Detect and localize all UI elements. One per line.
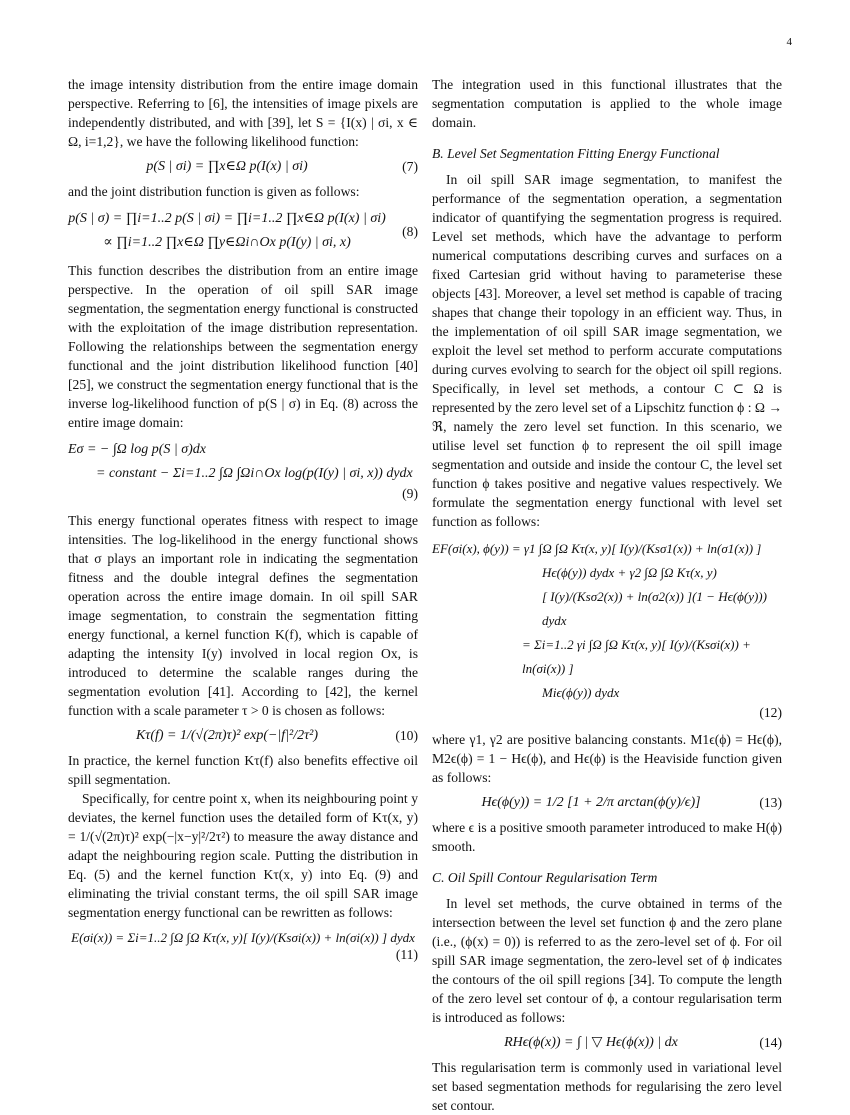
paragraph: where ϵ is a positive smooth parameter introduced to make H(ϕ) smooth.	[432, 820, 782, 854]
equation-line: p(S | σ) = ∏i=1..2 p(S | σi) = ∏i=1..2 ∏x∈Ω p(I(x) | σi)	[68, 211, 386, 226]
equation-body	[68, 207, 386, 255]
equation-line: Eσ = − ∫Ω log p(S | σ)dx	[68, 442, 206, 457]
paragraph: Specifically, for centre point x, when its neighbouring point y deviates, the kernel function uses the detailed form of Kτ(x, y) = 1/(√(2π)τ)² exp(−|x−y|²/2τ²) to measure the away distance and adapt the neighbouring region scale. Putting the distribution in Eq. (5) and the kernel function Kτ(x, y) into Eq. (9) and eliminating the trivial constant terms, the oil spill SAR image segmentation energy functional can be rewritten as follows:	[68, 791, 418, 920]
section-heading: C. Oil Spill Contour Regularisation Term	[432, 870, 658, 885]
paragraph: In practice, the kernel function Kτ(f) also benefits effective oil spill segmentation.	[68, 753, 418, 787]
equation-number: (9)	[402, 486, 418, 501]
equation-10	[68, 726, 418, 745]
paragraph: where γ1, γ2 are positive balancing constants. M1ϵ(ϕ) = Hϵ(ϕ), M2ϵ(ϕ) = 1 − Hϵ(ϕ), and Hϵ(ϕ) is the Heaviside function given as follows:	[432, 732, 782, 785]
equation-9	[68, 438, 418, 486]
equation-number: (10)	[395, 728, 418, 743]
paragraph: The integration used in this functional illustrates that the segmentation computation is applied to the whole image domain.	[432, 77, 782, 130]
section-heading: B. Level Set Segmentation Fitting Energy Functional	[432, 146, 720, 161]
equation-body: Hϵ(ϕ(y)) = 1/2 [1 + 2/π arctan(ϕ(y)/ϵ)]	[481, 795, 701, 810]
equation-body: p(S | σi) = ∏x∈Ω p(I(x) | σi)	[146, 159, 308, 174]
equation-line: EF(σi(x), ϕ(y)) = γ1 ∫Ω ∫Ω Kτ(x, y)[ I(y)/(Ksσ1(x)) + ln(σ1(x)) ]	[432, 541, 762, 556]
equation-number: (12)	[759, 705, 782, 720]
equation-number: (14)	[759, 1035, 782, 1050]
paragraph: This energy functional operates fitness with respect to image intensities. The log-likelihood in the energy functional shows that σ plays an important role in indicating the segmentation fitness and the double integral defines the segmentation operation across the entire image domain. In oil spill SAR image segmentation, to constrain the segmentation fitting energy functional, a kernel function K(f), which is capable of adapting the intensity I(y) involved in local region Ox, is introduced to determine the scalable ranges during the segmentation evolution [41]. According to [42], the kernel function with a scale parameter τ > 0 is chosen as follows:	[68, 513, 418, 718]
equation-number: (11)	[395, 947, 418, 962]
right-column	[432, 75, 782, 1115]
equation-line: [ I(y)/(Ksσ2(x)) + ln(σ2(x)) ](1 − Hϵ(ϕ(y))) dydx	[542, 589, 767, 628]
equation-body: RHϵ(ϕ(x)) = ∫ | ▽ Hϵ(ϕ(x)) | dx	[504, 1035, 678, 1050]
paragraph: In oil spill SAR image segmentation, to manifest the performance of the segmentation operation, a segmentation indicator of quantifying the segmentation progress is required. Level set methods, which have the advantage to perform numerical computations describing curves and surfaces on a fixed Cartesian grid without having to parameterise these objects [43]. Moreover, a level set method is capable of tracing shapes that change their topology in an efficient way. Thus, in the implementation of oil spill SAR image segmentation, we exploit the level set method to perform accurate computations during curves evolving to search for the object oil spill regions. Specifically, in level set methods, a contour C ⊂ Ω is represented by the zero level set of a Lipschitz function ϕ : Ω → ℜ, namely the zero level set function. In this scenario, we utilise level set function ϕ to represent the oil spill image segmentation and outside and inside the contour C, the level set function ϕ takes positive and negative values respectively. We formulate the segmentation energy functional with level set function as follows:	[432, 172, 782, 529]
equation-14	[432, 1033, 782, 1052]
equation-line: = constant − Σi=1..2 ∫Ω ∫Ωi∩Ox log(p(I(y) | σi, x)) dydx	[96, 466, 413, 481]
equation-number: (8)	[402, 223, 418, 239]
equation-11	[68, 928, 418, 947]
page-number: 4	[786, 36, 792, 48]
equation-body: E(σi(x)) = Σi=1..2 ∫Ω ∫Ω Kτ(x, y)[ I(y)/(Ksσi(x)) + ln(σi(x)) ] dydx	[71, 930, 415, 945]
equation-number: (13)	[759, 795, 782, 810]
paragraph: In level set methods, the curve obtained in terms of the intersection between the level set function ϕ and the zero plane (i.e., (ϕ(x) = 0)) is referred to as the zero-level set of ϕ. For oil spill SAR image segmentation, the zero-level set of ϕ indicates the contours of the oil spill regions [34]. To compute the length of the zero level set contour of ϕ, a contour regularisation term is introduced as follows:	[432, 896, 782, 1025]
left-column	[68, 75, 418, 972]
equation-12	[432, 537, 782, 705]
equation-13	[432, 793, 782, 812]
equation-7	[68, 157, 418, 176]
equation-line: = Σi=1..2 γi ∫Ω ∫Ω Kτ(x, y)[ I(y)/(Ksσi(x)) + ln(σi(x)) ]	[522, 637, 751, 676]
equation-line: Hϵ(ϕ(y)) dydx + γ2 ∫Ω ∫Ω Kτ(x, y)	[542, 565, 717, 580]
paragraph: the image intensity distribution from the entire image domain perspective. Referring to [6], the intensities of image pixels are independently distributed, and with [39], let S = {I(x) | σi, x ∈ Ω, i=1,2}, we have the following likelihood function:	[68, 77, 418, 149]
equation-line: ∝ ∏i=1..2 ∏x∈Ω ∏y∈Ωi∩Ox p(I(y) | σi, x)	[103, 235, 351, 250]
equation-8	[68, 207, 418, 255]
paragraph: This regularisation term is commonly used in variational level set based segmentation methods for regularising the zero level set contour.	[432, 1060, 782, 1113]
equation-number: (7)	[402, 159, 418, 174]
equation-body	[432, 537, 782, 705]
equation-body: Kτ(f) = 1/(√(2π)τ)² exp(−|f|²/2τ²)	[135, 728, 319, 743]
equation-line: Miϵ(ϕ(y)) dydx	[542, 685, 620, 700]
equation-body	[68, 438, 418, 486]
paragraph: This function describes the distribution from an entire image perspective. In the operation of oil spill SAR image segmentation, the segmentation energy functional is constructed with the exploitation of the image distribution representation. Following the relationships between the segmentation energy functional and the joint distribution likelihood function [40] [25], we construct the segmentation energy functional that is the inverse log-likelihood function of p(S | σ) in Eq. (8) across the entire image domain:	[68, 263, 418, 430]
paragraph: and the joint distribution function is given as follows:	[68, 184, 360, 199]
